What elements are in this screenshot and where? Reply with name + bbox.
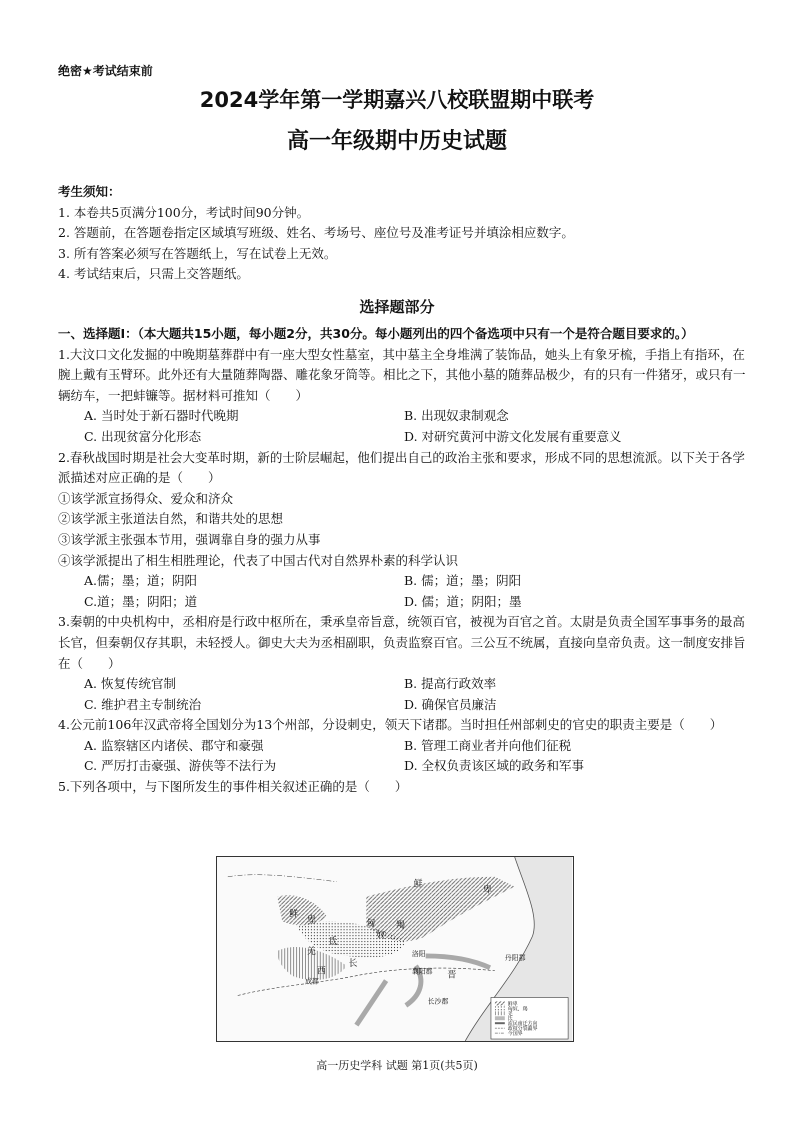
legend-item: 政权分裂疆界 (507, 1026, 538, 1033)
option-c: C.道；墨；阴阳；道 (84, 593, 198, 609)
notice-item: 3. 所有答案必须写在答题纸上，写在试卷上无效。 (58, 245, 337, 261)
question-stem: 5.下列各项中，与下图所发生的事件相关叙述正确的是（ ） (58, 779, 408, 795)
map-label: 羌 (306, 946, 316, 957)
map-label: 丹阳郡 (504, 953, 526, 962)
map-label: 长 (348, 958, 358, 969)
map-label: 西 (316, 966, 326, 977)
question-1 (58, 345, 748, 448)
statement-3: ③该学派主张强本节用，强调靠自身的强力从事 (58, 531, 321, 547)
option-list (58, 406, 748, 447)
statement-2: ②该学派主张道法自然，和谐共处的思想 (58, 511, 284, 527)
map-label: 氐 (328, 937, 338, 948)
question-stem: 4.公元前106年汉武帝将全国划分为13个州部，分设刺史，领天下诸郡。当时担任州部刺史的官史的职责主要是（ ） (58, 717, 723, 733)
option-list (58, 674, 748, 715)
page-footer: 高一历史学科 试题 第1页(共5页) (316, 1059, 478, 1072)
option-c: C. 维护君主专制统治 (84, 696, 202, 712)
map-label: 羯 (395, 921, 405, 932)
question-2 (58, 448, 748, 613)
migration-arrow (356, 981, 386, 1026)
legend-item: 鲜卑 (507, 1001, 518, 1008)
option-a: A.儒；墨；道；阴阳 (84, 573, 198, 589)
exam-subtitle: 高一年级期中历史试题 (286, 129, 507, 154)
exam-title: 2024学年第一学期嘉兴八校联盟期中联考 (199, 88, 595, 112)
map-label: 奴 (376, 931, 386, 942)
part-heading: 一、选择题Ⅰ：（本大题共15小题，每小题2分，共30分。每小题列出的四个备选项中只有一个是符合题目要求的。） (58, 326, 694, 341)
legend-item: 氐 (507, 1016, 513, 1023)
option-d: D. 儒；道；阴阳；墨 (404, 593, 522, 609)
option-c: C. 严厉打击豪强、游侠等不法行为 (84, 758, 277, 774)
legend-item: 今国界 (507, 1031, 523, 1038)
xianbei-west-region (277, 895, 326, 925)
question-4 (58, 715, 748, 777)
option-d: D. 确保官员廉洁 (404, 696, 497, 712)
xianbei-region (366, 877, 514, 942)
question-stem: 2.春秋战国时期是社会大变革时期，新的士阶层崛起，他们提出自己的政治主张和要求，形成不同的思想流派。以下关于各学派描述对应正确的是（ ） (58, 449, 745, 486)
map-label: 洛阳 (411, 949, 426, 958)
map-svg (217, 857, 573, 1041)
candidate-notice (58, 182, 748, 285)
option-d: D. 对研究黄河中游文化发展有重要意义 (404, 428, 622, 444)
legend-item: 流民南迁方向 (507, 1021, 538, 1028)
map-label: 卑 (483, 885, 492, 896)
map-label: 晋 (447, 970, 457, 981)
legend-item: 匈奴、羯 (507, 1006, 528, 1013)
option-a: A. 当时处于新石器时代晚期 (84, 408, 239, 424)
option-c: C. 出现贫富分化形态 (84, 428, 202, 444)
migration-map (216, 856, 574, 1042)
section-title: 选择题部分 (359, 298, 435, 316)
option-b: B. 出现奴隶制观念 (404, 408, 509, 424)
notice-item: 1. 本卷共5页满分100分，考试时间90分钟。 (58, 204, 310, 220)
statement-1: ①该学派宣扬得众、爱众和济众 (58, 490, 234, 506)
question-stem: 1.大汶口文化发掘的中晚期墓葬群中有一座大型女性墓室，其中墓主全身堆满了装饰品，她头上有象牙梳，手指上有指环，在腕上戴有玉臂环。此外还有大量随葬陶器、雕花象牙筒等。相比之下，其他小墓的随葬品极少，有的只有一件猪牙，或只有一辆纺车，一把蚌镰等。据材料可推知（ ） (58, 346, 746, 403)
option-a: A. 监察辖区内诸侯、郡守和豪强 (84, 737, 264, 753)
statement-4: ④该学派提出了相生相胜理论，代表了中国古代对自然界朴素的科学认识 (58, 552, 459, 568)
migration-arrow (426, 956, 490, 968)
notice-heading: 考生须知： (58, 184, 121, 199)
option-list (58, 736, 748, 777)
question-body (58, 324, 748, 798)
option-b: B. 管理工商业者并向他们征税 (404, 737, 572, 753)
map-label: 卑 (306, 915, 316, 926)
question-5 (58, 777, 748, 798)
option-b: B. 儒；道；墨；阴阳 (404, 573, 522, 589)
notice-item: 4. 考试结束后，只需上交答题纸。 (58, 266, 249, 281)
map-label: 成都 (304, 977, 319, 986)
map-label: 襄阳郡 (411, 967, 433, 976)
option-a: A. 恢复传统官制 (84, 676, 176, 692)
question-stem: 3.秦朝的中央机构中，丞相府是行政中枢所在，秉承皇帝旨意，统领百官，被视为百官之首。太尉是负责全国军事事务的最高长官，但秦朝仅存其职，未轻授人。御史大夫为丞相副职，负责监察百官。三公互不统属，直接向皇帝负责。这一制度安排旨在（ ） (58, 614, 746, 671)
option-d: D. 全权负责该区域的政务和军事 (404, 758, 585, 774)
map-label: 鲜 (413, 879, 423, 890)
map-label: 匈 (366, 919, 376, 930)
option-b: B. 提高行政效率 (404, 676, 497, 692)
map-label: 鲜 (289, 909, 299, 920)
secret-mark: 绝密★考试结束前 (58, 64, 153, 78)
map-legend (491, 997, 568, 1039)
question-3 (58, 612, 748, 715)
option-list (58, 571, 748, 612)
map-label: 长沙郡 (427, 997, 449, 1006)
country-border (228, 875, 337, 882)
notice-item: 2. 答题前，在答题卷指定区域填写班级、姓名、考场号、座位号及准考证号并填涂相应数字。 (58, 225, 574, 240)
legend-item: 羌 (507, 1011, 513, 1018)
